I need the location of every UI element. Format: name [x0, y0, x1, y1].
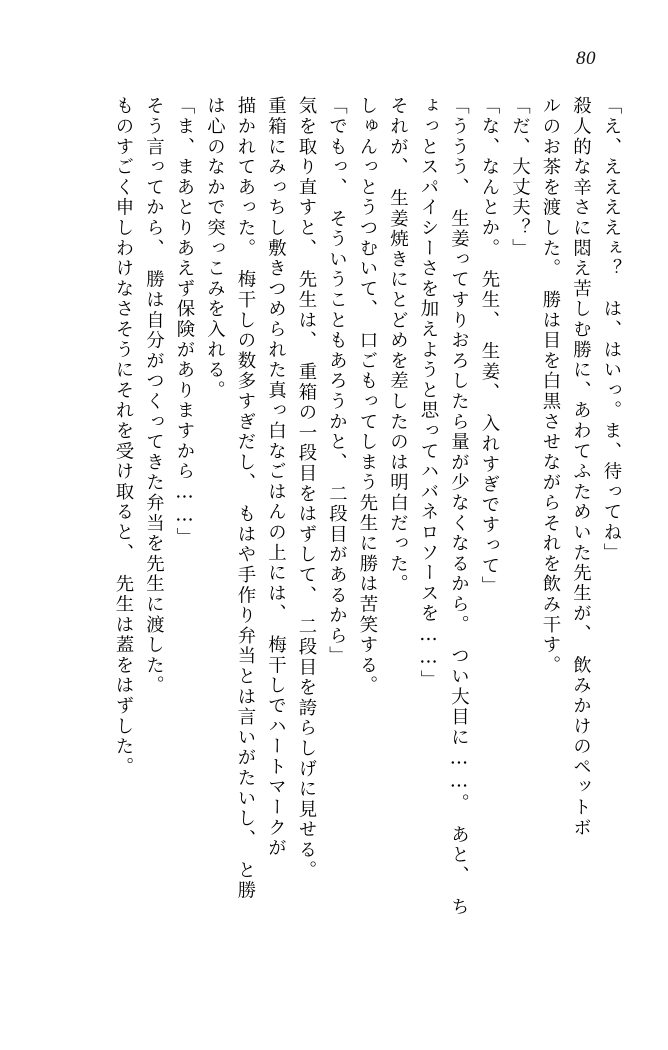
- text-column: は心のなかで突っこみを入れる。: [204, 96, 226, 401]
- text-column: 気を取り直すと、 先生は、 重箱の一段目をはずして、 二段目を誇らしげに見せる。: [296, 96, 317, 881]
- text-column: 「な、なんとか。 先生、 生姜、 入れすぎですって」: [479, 96, 500, 597]
- text-column: 「え、ええええぇ？ は、はいっ。ま、待ってね」: [601, 96, 622, 563]
- text-column: 重箱にみっちし敷きつめられた真っ白なごはんの上には、 梅干しでハートマークが: [265, 96, 287, 859]
- text-column: しゅんっとうつむいて、 口ごもってしまう先生に勝は苦笑する。: [357, 96, 378, 696]
- text-column: 「だ、大丈夫？」: [509, 96, 531, 259]
- text-column: ルのお茶を渡した。 勝は目を白黒させながらそれを飲み干す。: [540, 96, 561, 676]
- text-column: ものすごく申しわけなさそうにそれを受け取ると、 先生は蓋をはずした。: [113, 96, 134, 777]
- text-column: 「ま、まあとりあえず保険がありますから……」: [174, 96, 195, 548]
- text-column: それが、 生姜焼きにとどめを差したのは明白だった。: [387, 96, 409, 595]
- vertical-text-block: [46, 96, 622, 917]
- text-column: ょっとスパイシーさを加えようと思ってハバネロソースを……」: [418, 96, 439, 690]
- text-column: 「ううう、 生姜ってすりおろしたら量が少なくなるから。 つい大目に……。 あと、 ち: [448, 96, 470, 917]
- text-column: そう言ってから、 勝は自分がつくってきた弁当を先生に渡した。: [143, 96, 165, 696]
- page-number: 80: [576, 48, 596, 69]
- text-column: 描かれてあった。 梅干しの数多すぎだし、 もはや手作り弁当とは言いがたいし、 と勝: [235, 96, 256, 901]
- text-column: 殺人的な辛さに悶え苦しむ勝に、あわてふためいた先生が、 飲みかけのペットボ: [570, 96, 592, 838]
- text-column: 「でもっ、 そういうこともあろうかと、 二段目があるから」: [326, 96, 348, 667]
